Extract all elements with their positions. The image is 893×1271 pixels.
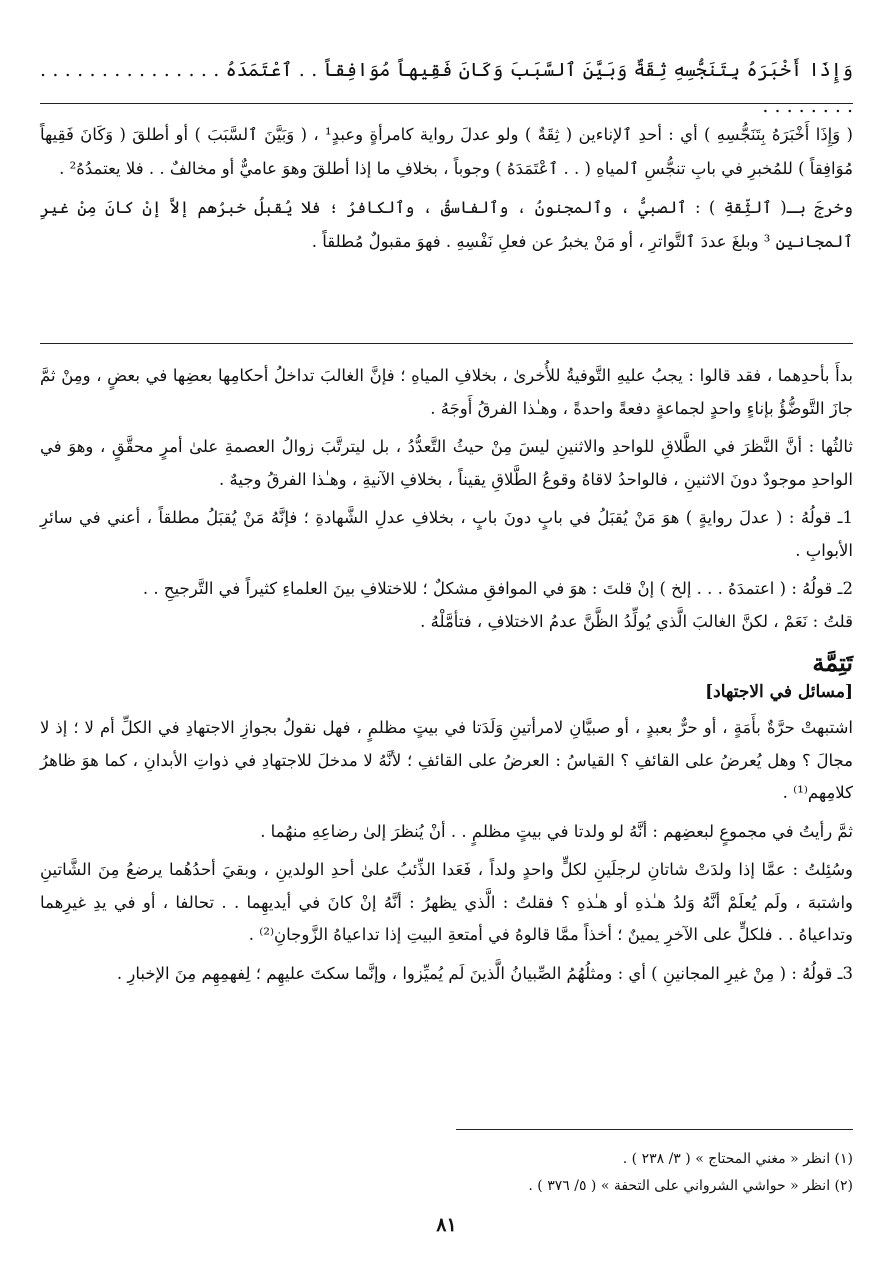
footnote-2: (٢) انظر « حواشي الشرواني على التحفة » ( ٥/ ٣٧٦ ) . bbox=[528, 1178, 853, 1194]
footnotes bbox=[40, 1146, 853, 1200]
gloss-paragraph-4: ثمَّ رأيتُ في مجموعٍ لبعضِهم : أنَّهُ لو ولدتا في بيتٍ مظلمٍ . . أنْ يُنظرَ إلىٰ رضاعِهِ منهُما . bbox=[260, 821, 853, 841]
gloss-paragraph-5: وسُئِلتُ : عمَّا إذا ولدَتْ شاتانِ لرجلَينِ لكلٍّ واحدٍ ولداً ، فَعَدا الذِّئبُ علىٰ أحدِ الولدينِ ، وبقيَ أحدُهُما يرضعُ مِنَ الشَّاتينِ واشتبهَ ، ولَم يُعلَمْ أنَّهُ وَلدُ هـٰذهِ أو هـٰذهِ ؟ فقلتُ : الَّذي يظهرُ : أنَّهُ إنْ كانَ في أيديهِما . . تحالفا ، أو في يدِ غيرِهما وتداعياهُ . . فلكلٍّ على الآخرِ يمينٌ ؛ أخذاً ممَّا قالوهُ في أمتعةِ البيتِ إذا تداعياهُ الزَّوجانِ⁽²⁾ . bbox=[40, 860, 853, 944]
footnote-divider bbox=[456, 1129, 853, 1130]
page-number: ٨١ bbox=[436, 1214, 457, 1236]
top-divider bbox=[40, 103, 853, 104]
footnote-1: (١) انظر « مغني المحتاج » ( ٣/ ٢٣٨ ) . bbox=[622, 1151, 853, 1167]
tatimma-subheading: [مسائل في الاجتهاد] bbox=[705, 682, 853, 702]
main-text-line: وَإِذَا أَخْبَرَهُ بِتَنَجُّسِهِ ثِقَةٌ وَبَيَّنَ ٱلسَّبَبَ وَكَانَ فَقِيهاً مُوَافِقاً . . ٱعْتَمَدَهُ . . . . . . . . . . . . . . . . . . . . . . . bbox=[40, 59, 853, 117]
gloss-note-2: 2ـ قولُهُ : ( اعتمدَهُ . . . إلخ ) إنْ قلتَ : هوَ في الموافقِ مشكلٌ ؛ للاختلافِ بينَ العلماءِ كثيراً في التَّرجيحِ . . bbox=[142, 579, 853, 598]
commentary-paragraph-2: وخرجَ بـ( ٱلثِّقةِ ) : ٱلصبيُّ ، وٱلمجنونُ ، وٱلفاسقُ ، وٱلكافرُ ؛ فلا يُقبلُ خبرُهم إلاَّ إنْ كانَ مِنْ غيرِ ٱلمجانينِ ³ وبلغَ عددَ ٱلتَّواترِ ، أو مَنْ يخبرُ عن فعلِ نَفْسِهِ . فهوَ مقبولٌ مُطلقاً . bbox=[40, 198, 853, 251]
gloss-paragraph-3: اشتبهتْ حرَّةٌ بأَمَةٍ ، أو حرٌّ بعبدٍ ، أو صبيَّانِ لامرأتينِ وَلَدَتا في بيتٍ مظلمٍ ، فهل نقولُ بجوازِ الاجتهادِ في الكلِّ أم لا ؛ إذ لا مجالَ ؟ وهل يُعرضُ على القائفِ ؟ القياسُ : العرضُ على القائفِ ؛ لأنَّهُ لا مدخلَ للاجتهادِ في ذواتِ الأبدانِ ، كما هوَ ظاهرُ كلامِهم⁽¹⁾ . bbox=[40, 718, 853, 802]
gloss-paragraph-1: بدأَ بأحدِهما ، فقد قالوا : يجبُ عليهِ التَّوفيةُ للأُخرىٰ ، بخلافِ المياهِ ؛ فإنَّ الغالبَ تداخلُ أحكامِها بعضِها في بعضٍ ، ومِنْ ثمَّ جازَ التَّوضُّؤُ بإناءٍ واحدٍ لجماعةٍ دفعةً واحدةً ، وهـٰذا الفرقُ أَوجَهُ . bbox=[40, 366, 853, 418]
gloss-paragraph-2: ثالثُها : أنَّ النَّظرَ في الطَّلاقِ للواحدِ والاثنينِ ليسَ مِنْ حيثُ التَّعدُّدُ ، بل ليترتَّبَ زوالُ العصمةِ علىٰ أمرٍ محقَّقٍ ، وهوَ في الواحدِ موجودٌ دونَ الاثنينِ ، فالواحدُ لاقاهُ وقوعُ الطَّلاقِ يقيناً ، بخلافِ الآنيةِ ، وهـٰذا الفرقُ وجيهٌ . bbox=[40, 437, 853, 489]
commentary-section bbox=[40, 118, 853, 258]
tatimma-heading: تَتِمَّة bbox=[812, 648, 853, 677]
gloss-note-1: 1ـ قولُهُ : ( عدلَ روايةٍ ) هوَ مَنْ يُقبَلُ في بابٍ دونَ بابٍ ، بخلافِ عدلِ الشَّهادةِ ؛ فإنَّهُ مَنْ يُقبَلُ مطلقاً ، أعني في سائرِ الأبوابِ . bbox=[40, 508, 853, 560]
commentary-paragraph-1: ( وَإِذَا أَخْبَرَهُ بِتَنَجُّسِهِ ) أي : أحدِ ٱلإناءين ( ثِقَةٌ ) ولو عدلَ رواية كامرأةٍ وعبدٍ¹ ، ( وَبَيَّنَ ٱلسَّبَبَ ) أو أطلقَ ( وَكَانَ فَقِيهاً مُوَافِقاً ) للمُخبرِ في بابِ تنجُّسِ ٱلمياهِ ( . . ٱعْتَمَدَهُ ) وجوباً ، بخلافِ ما إذا أطلقَ وهوَ عاميٌّ أو مخالفٌ . . فلا يعتمدُهُ² . bbox=[40, 125, 853, 178]
gloss-note-2-answer: قلتُ : نَعَمْ ، لكنَّ الغالبَ الَّذي يُولِّدُ الظَّنَّ عدمُ الاختلافِ ، فتأمَّلْهُ . bbox=[420, 611, 853, 631]
gloss-section bbox=[40, 360, 853, 990]
gloss-note-3: 3ـ قولُهُ : ( مِنْ غيرِ المجانينِ ) أي : ومثلُهُمُ الصِّبيانُ الَّذينَ لَم يُميِّزوا ، وإنَّما سكتَ عليهِم ؛ لِفهمِهِم مِنَ الإخبارِ . bbox=[116, 963, 853, 983]
middle-divider bbox=[40, 343, 853, 344]
